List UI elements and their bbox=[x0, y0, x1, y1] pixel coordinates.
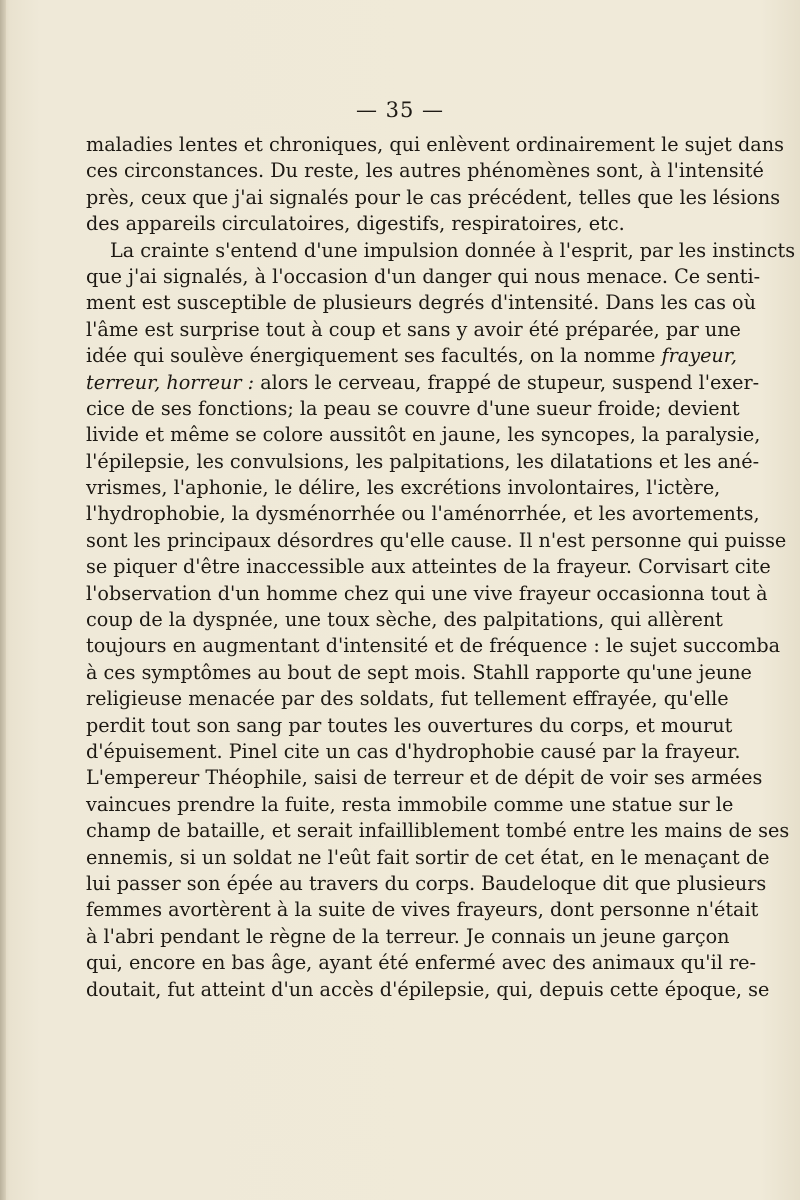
text-line: livide et même se colore aussitôt en jaune, les syncopes, la paralysie, bbox=[86, 423, 761, 447]
text-line: vaincues prendre la fuite, resta immobile comme une statue sur le bbox=[86, 792, 734, 816]
text-line: l'âme est surprise tout à coup et sans y avoir été préparée, par une bbox=[86, 317, 741, 341]
text-line: d'épuisement. Pinel cite un cas d'hydrophobie causé par la frayeur. bbox=[86, 739, 741, 763]
text-line: coup de la dyspnée, une toux sèche, des palpitations, qui allèrent bbox=[86, 608, 723, 632]
body-text bbox=[86, 132, 796, 1003]
text-line: lui passer son épée au travers du corps. Baudeloque dit que plusieurs bbox=[86, 871, 767, 895]
text-line: ment est susceptible de plusieurs degrés d'intensité. Dans les cas où bbox=[86, 291, 756, 315]
text-line: des appareils circulatoires, digestifs, respiratoires, etc. bbox=[86, 212, 625, 236]
text-line: à ces symptômes au bout de sept mois. Stahll rapporte qu'une jeune bbox=[86, 660, 752, 684]
text-line: toujours en augmentant d'intensité et de fréquence : le sujet succomba bbox=[86, 634, 781, 658]
text-segment: alors le cerveau, frappé de stupeur, suspend l'exer- bbox=[260, 370, 760, 394]
page-number: — 35 — bbox=[355, 98, 445, 122]
text-line: maladies lentes et chroniques, qui enlèvent ordinairement le sujet dans bbox=[86, 133, 784, 156]
text-line: ces circonstances. Du reste, les autres phénomènes sont, à l'intensité bbox=[86, 159, 764, 183]
text-line: champ de bataille, et serait infailliblement tombé entre les mains de ses bbox=[86, 819, 790, 843]
text-line: se piquer d'être inaccessible aux atteintes de la frayeur. Corvisart cite bbox=[86, 555, 771, 579]
text-line: religieuse menacée par des soldats, fut tellement effrayée, qu'elle bbox=[86, 687, 729, 711]
text-line: vrismes, l'aphonie, le délire, les excrétions involontaires, l'ictère, bbox=[86, 476, 721, 500]
text-line: qui, encore en bas âge, ayant été enfermé avec des animaux qu'il re- bbox=[86, 951, 756, 975]
text-line-with-italic bbox=[86, 343, 737, 369]
text-line: ennemis, si un soldat ne l'eût fait sortir de cet état, en le menaçant de bbox=[86, 845, 770, 869]
text-line: l'observation d'un homme chez qui une vive frayeur occasionna tout à bbox=[86, 581, 768, 605]
text-line: près, ceux que j'ai signalés pour le cas précédent, telles que les lésions bbox=[86, 185, 781, 209]
page-gutter bbox=[0, 0, 6, 1200]
text-line: l'hydrophobie, la dysménorrhée ou l'aménorrhée, et les avortements, bbox=[86, 502, 760, 526]
text-line-with-italic bbox=[86, 370, 760, 396]
italic-term: terreur, horreur : bbox=[86, 370, 255, 394]
text-line: que j'ai signalés, à l'occasion d'un danger qui nous menace. Ce senti- bbox=[86, 264, 761, 288]
italic-term: frayeur, bbox=[661, 344, 737, 368]
text-line: La crainte s'entend d'une impulsion donnée à l'esprit, par les instincts bbox=[110, 238, 796, 262]
text-line: perdit tout son sang par toutes les ouvertures du corps, et mourut bbox=[86, 713, 733, 737]
text-line: l'épilepsie, les convulsions, les palpitations, les dilatations et les ané- bbox=[86, 449, 760, 473]
text-line: femmes avortèrent à la suite de vives frayeurs, dont personne n'était bbox=[86, 898, 759, 922]
text-line: cice de ses fonctions; la peau se couvre d'une sueur froide; devient bbox=[86, 396, 740, 420]
text-line: doutait, fut atteint d'un accès d'épilepsie, qui, depuis cette époque, se bbox=[86, 977, 770, 1001]
text-line: L'empereur Théophile, saisi de terreur et de dépit de voir ses armées bbox=[86, 766, 763, 790]
text-segment: idée qui soulève énergiquement ses facultés, on la nomme bbox=[86, 344, 656, 368]
text-line: à l'abri pendant le règne de la terreur. Je connais un jeune garçon bbox=[86, 924, 730, 948]
text-line: sont les principaux désordres qu'elle cause. Il n'est personne qui puisse bbox=[86, 528, 787, 552]
